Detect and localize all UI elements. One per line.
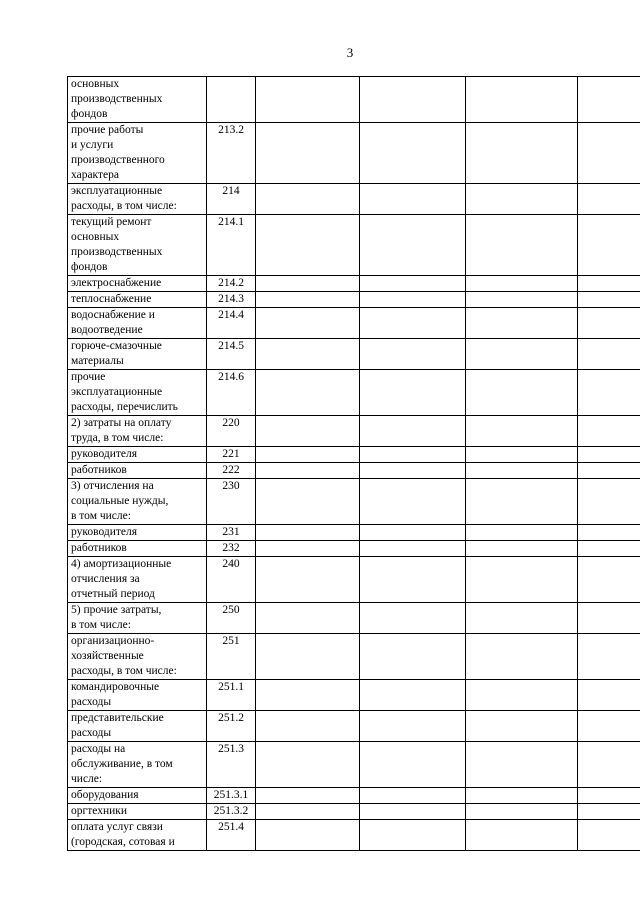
row-name-cell [68, 479, 207, 525]
value-cell-1 [256, 788, 360, 804]
value-cell-2 [360, 541, 466, 557]
row-name-cell [68, 680, 207, 711]
table-row [68, 603, 640, 634]
row-name-cell [68, 603, 207, 634]
value-cell-2 [360, 463, 466, 479]
value-cell-3 [466, 742, 578, 788]
row-name-cell [68, 541, 207, 557]
row-code: 251.1 [207, 680, 256, 711]
value-cell-2 [360, 788, 466, 804]
value-cell-2 [360, 680, 466, 711]
row-code: 251.3.2 [207, 804, 256, 820]
row-name-cell [68, 634, 207, 680]
row-name: представительские расходы [71, 712, 164, 739]
value-cell-1 [256, 463, 360, 479]
value-cell-3 [466, 308, 578, 339]
value-cell-1 [256, 339, 360, 370]
value-cell-2 [360, 215, 466, 276]
value-cell-3 [466, 711, 578, 742]
value-cell-1 [256, 820, 360, 851]
value-cell-3 [466, 292, 578, 308]
value-cell-1 [256, 215, 360, 276]
row-name: оплата услуг связи (городская, сотовая и [71, 821, 175, 848]
row-name-cell [68, 557, 207, 603]
table-row [68, 123, 640, 184]
value-cell-3 [466, 123, 578, 184]
row-name-cell [68, 339, 207, 370]
row-code: 214.5 [207, 339, 256, 370]
table-row [68, 370, 640, 416]
value-cell-3 [466, 339, 578, 370]
value-cell-4 [578, 479, 640, 525]
table-row [68, 711, 640, 742]
value-cell-2 [360, 292, 466, 308]
table-row [68, 479, 640, 525]
value-cell-3 [466, 463, 578, 479]
row-code: 231 [207, 525, 256, 541]
row-code: 232 [207, 541, 256, 557]
value-cell-4 [578, 276, 640, 292]
value-cell-3 [466, 215, 578, 276]
value-cell-4 [578, 370, 640, 416]
value-cell-4 [578, 447, 640, 463]
table-row [68, 742, 640, 788]
row-name: горюче-смазочные материалы [71, 340, 162, 367]
table-row [68, 788, 640, 804]
table-row [68, 416, 640, 447]
row-name-cell [68, 525, 207, 541]
value-cell-3 [466, 788, 578, 804]
value-cell-4 [578, 820, 640, 851]
value-cell-2 [360, 525, 466, 541]
row-name: руководителя [71, 448, 138, 460]
value-cell-1 [256, 804, 360, 820]
value-cell-3 [466, 276, 578, 292]
value-cell-2 [360, 742, 466, 788]
value-cell-4 [578, 463, 640, 479]
value-cell-3 [466, 634, 578, 680]
table-row [68, 804, 640, 820]
expense-table [67, 76, 640, 851]
value-cell-4 [578, 292, 640, 308]
table-row [68, 680, 640, 711]
row-name: расходы на обслуживание, в том числе: [71, 743, 173, 785]
value-cell-4 [578, 416, 640, 447]
value-cell-1 [256, 634, 360, 680]
value-cell-3 [466, 479, 578, 525]
value-cell-1 [256, 711, 360, 742]
row-name-cell [68, 788, 207, 804]
row-name: 3) отчисления на социальные нужды, в том числе: [71, 480, 169, 522]
row-name: организационно- хозяйственные расходы, в том числе: [71, 635, 177, 677]
row-name: оборудования [71, 789, 139, 801]
value-cell-3 [466, 370, 578, 416]
row-name-cell [68, 292, 207, 308]
row-name-cell [68, 184, 207, 215]
value-cell-4 [578, 788, 640, 804]
row-code: 251.2 [207, 711, 256, 742]
row-name: эксплуатационные расходы, в том числе: [71, 185, 177, 212]
value-cell-1 [256, 370, 360, 416]
value-cell-2 [360, 276, 466, 292]
value-cell-4 [578, 742, 640, 788]
value-cell-1 [256, 680, 360, 711]
row-name-cell [68, 77, 207, 123]
value-cell-1 [256, 603, 360, 634]
value-cell-2 [360, 557, 466, 603]
table-row [68, 463, 640, 479]
table-row [68, 77, 640, 123]
row-code: 214.1 [207, 215, 256, 276]
row-name: основных производственных фондов [71, 78, 163, 120]
value-cell-1 [256, 276, 360, 292]
value-cell-3 [466, 680, 578, 711]
value-cell-3 [466, 416, 578, 447]
row-name: 5) прочие затраты, в том числе: [71, 604, 162, 631]
table-row [68, 634, 640, 680]
value-cell-4 [578, 123, 640, 184]
value-cell-4 [578, 557, 640, 603]
value-cell-4 [578, 603, 640, 634]
row-code: 251.3 [207, 742, 256, 788]
value-cell-2 [360, 77, 466, 123]
value-cell-1 [256, 525, 360, 541]
row-code: 220 [207, 416, 256, 447]
row-name: прочие работы и услуги производственного характера [71, 124, 165, 181]
row-name-cell [68, 804, 207, 820]
value-cell-1 [256, 557, 360, 603]
table-row [68, 215, 640, 276]
row-code: 230 [207, 479, 256, 525]
row-code [207, 77, 256, 123]
value-cell-2 [360, 711, 466, 742]
table-row [68, 820, 640, 851]
value-cell-2 [360, 339, 466, 370]
expense-table-body [68, 77, 640, 851]
table-row [68, 447, 640, 463]
value-cell-2 [360, 416, 466, 447]
table-row [68, 339, 640, 370]
value-cell-3 [466, 77, 578, 123]
value-cell-2 [360, 820, 466, 851]
value-cell-4 [578, 525, 640, 541]
value-cell-2 [360, 479, 466, 525]
row-code: 221 [207, 447, 256, 463]
row-name: водоснабжение и водоотведение [71, 309, 155, 336]
row-name-cell [68, 308, 207, 339]
value-cell-3 [466, 184, 578, 215]
value-cell-3 [466, 447, 578, 463]
row-name-cell [68, 215, 207, 276]
table-row [68, 525, 640, 541]
row-code: 251.4 [207, 820, 256, 851]
row-code: 251 [207, 634, 256, 680]
value-cell-2 [360, 634, 466, 680]
row-code: 214.2 [207, 276, 256, 292]
row-code: 250 [207, 603, 256, 634]
row-name-cell [68, 416, 207, 447]
value-cell-3 [466, 820, 578, 851]
value-cell-3 [466, 804, 578, 820]
table-row [68, 308, 640, 339]
value-cell-2 [360, 447, 466, 463]
row-name-cell [68, 370, 207, 416]
row-name-cell [68, 820, 207, 851]
row-code: 251.3.1 [207, 788, 256, 804]
row-name: работников [71, 542, 127, 554]
row-code: 214.4 [207, 308, 256, 339]
value-cell-2 [360, 184, 466, 215]
row-name-cell [68, 463, 207, 479]
row-name: прочие эксплуатационные расходы, перечислить [71, 371, 178, 413]
row-name: электроснабжение [71, 277, 162, 289]
value-cell-4 [578, 711, 640, 742]
value-cell-1 [256, 123, 360, 184]
value-cell-1 [256, 308, 360, 339]
row-name-cell [68, 123, 207, 184]
row-code: 214.6 [207, 370, 256, 416]
table-row [68, 184, 640, 215]
value-cell-3 [466, 603, 578, 634]
value-cell-1 [256, 479, 360, 525]
value-cell-1 [256, 184, 360, 215]
value-cell-2 [360, 804, 466, 820]
value-cell-1 [256, 77, 360, 123]
row-code: 214.3 [207, 292, 256, 308]
value-cell-4 [578, 184, 640, 215]
value-cell-1 [256, 447, 360, 463]
value-cell-4 [578, 541, 640, 557]
row-name: 2) затраты на оплату труда, в том числе: [71, 417, 172, 444]
value-cell-3 [466, 525, 578, 541]
value-cell-2 [360, 308, 466, 339]
table-row [68, 541, 640, 557]
value-cell-4 [578, 215, 640, 276]
value-cell-4 [578, 77, 640, 123]
row-name: работников [71, 464, 127, 476]
row-name-cell [68, 447, 207, 463]
row-code: 214 [207, 184, 256, 215]
row-name-cell [68, 742, 207, 788]
table-row [68, 276, 640, 292]
row-code: 240 [207, 557, 256, 603]
value-cell-1 [256, 541, 360, 557]
value-cell-2 [360, 603, 466, 634]
page-number: 3 [346, 45, 354, 60]
row-code: 213.2 [207, 123, 256, 184]
row-name: руководителя [71, 526, 138, 538]
table-row [68, 292, 640, 308]
value-cell-3 [466, 557, 578, 603]
row-name: 4) амортизационные отчисления за отчетный период [71, 558, 172, 600]
row-name: теплоснабжение [71, 293, 152, 305]
row-name: оргтехники [71, 805, 127, 817]
value-cell-2 [360, 370, 466, 416]
value-cell-4 [578, 804, 640, 820]
value-cell-4 [578, 680, 640, 711]
row-name: текущий ремонт основных производственных фондов [71, 216, 163, 273]
value-cell-2 [360, 123, 466, 184]
row-code: 222 [207, 463, 256, 479]
table-row [68, 557, 640, 603]
value-cell-1 [256, 416, 360, 447]
row-name: командировочные расходы [71, 681, 160, 708]
value-cell-3 [466, 541, 578, 557]
value-cell-4 [578, 339, 640, 370]
row-name-cell [68, 711, 207, 742]
value-cell-4 [578, 308, 640, 339]
row-name-cell [68, 276, 207, 292]
value-cell-4 [578, 634, 640, 680]
value-cell-1 [256, 742, 360, 788]
value-cell-1 [256, 292, 360, 308]
